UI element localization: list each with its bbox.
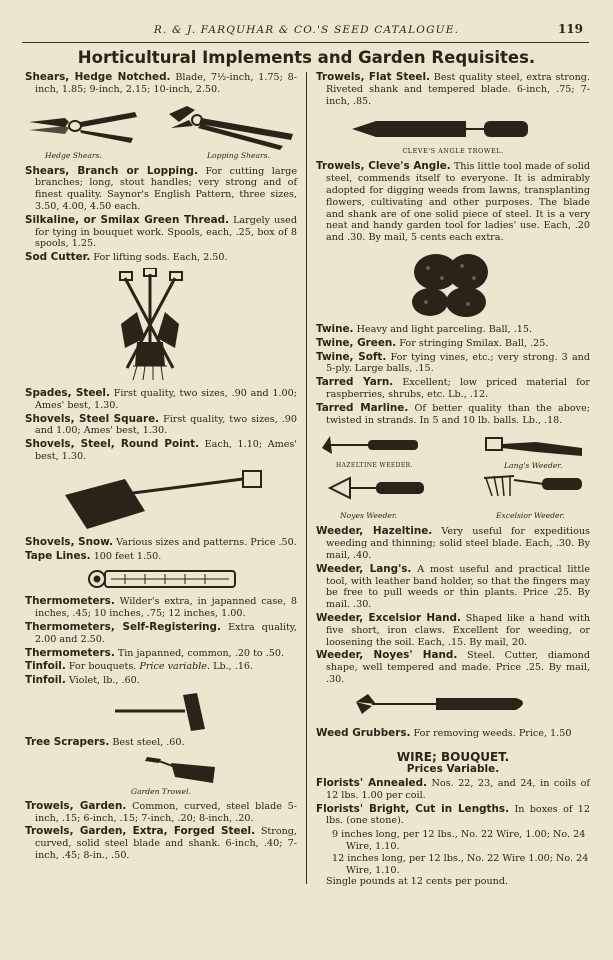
caption-lopping-shears: Lopping Shears. [207, 150, 270, 160]
entry-sod-cutter: Sod Cutter. For lifting sods. Each, 2.50. [25, 251, 228, 264]
shears-figure [25, 100, 297, 162]
caption-cleve-trowel: CLEVE'S ANGLE TROWEL. [402, 147, 504, 156]
caption-hazeltine-weeder: HAZELTINE WEEDER. [336, 462, 413, 470]
spades-shovels-icon [25, 268, 297, 384]
garden-trowel-icon [25, 753, 297, 787]
entry-trowels-cleve: Trowels, Cleve's Angle. This little tool made of solid steel, commends itself to everyone. It is admirably adopted for digging weeds from lawns, transplanting flowers, cultivating and other purposes. The blade and shank are of one solid piece of steel. It is a very neat and handy garden tool for ladies' use. Each, .20 and .30. By mail, 5 cents each extra. [316, 160, 590, 244]
entry-weed-grubbers: Weed Grubbers. For removing weeds. Price, 1.50 [316, 726, 572, 739]
page-title: Horticultural Implements and Garden Requisites. [77, 48, 536, 67]
twine-balls-icon [316, 248, 590, 320]
entry-twine: Twine. Heavy and light parceling. Ball, .15. [316, 322, 533, 335]
entry-florists-annealed: Florists' Annealed. Nos. 22, 23, and 24, in coils of 12 lbs. 1.00 per coil. [316, 777, 590, 801]
entry-thermometers-self: Thermometers, Self-Registering. Extra quality, 2.00 and 2.50. [25, 620, 297, 645]
entry-shovels-round: Shovels, Steel, Round Point. Each, 1.10; Ames' best, 1.30. [25, 438, 297, 462]
wire-line-2: 12 inches long, per 12 lbs., No. 22 Wire 1.00; No. 24 Wire, 1.10. [332, 852, 589, 876]
weeder-icons [316, 430, 590, 522]
wire-line-3: Single pounds at 12 cents per pound. [326, 876, 509, 888]
right-column [316, 72, 590, 890]
entry-tarred-yarn: Tarred Yarn. Excellent; low priced material for raspberries, shrubs, etc. Lb., .12. [316, 376, 590, 400]
entry-tarred-marline: Tarred Marline. Of better quality than the above; twisted in strands. In 5 and 10 lb. balls. Lb., .18. [316, 401, 590, 426]
entry-tinfoil-2: Tinfoil. Violet, lb., .60. [25, 674, 140, 687]
entry-shovels-square: Shovels, Steel Square. First quality, two sizes, .90 and 1.00; Ames' best, 1.30. [25, 412, 297, 437]
entry-twine-soft: Twine, Soft. For tying vines, etc.; very strong. 3 and 5-ply. Large balls, .15. [316, 350, 590, 375]
tree-scraper-figure [25, 691, 297, 733]
cleve-trowel-icon [316, 111, 590, 145]
entry-trowels-garden: Trowels, Garden. Common, curved, steel blade 5-inch, .15; 6-inch, .15; 7-inch, .20; 8-inch, .20. [25, 799, 297, 824]
page-number: 119 [557, 22, 583, 36]
column-divider [306, 72, 307, 884]
wire-line-1: 9 inches long, per 12 lbs., No. 22 Wire, 1.00; No. 24 Wire, 1.10. [332, 829, 586, 853]
entry-tinfoil-1: Tinfoil. For bouquets. Price variable. Lb., .16. [25, 660, 254, 673]
header-rule [22, 42, 589, 43]
entry-weeder-noyes: Weeder, Noyes' Hand. Steel. Cutter, diamond shape, well tempered and made. Price .25. By mail, .30. [316, 649, 590, 685]
caption-langs-weeder: Lang's Weeder. [504, 461, 563, 471]
spades-figure [25, 268, 297, 384]
entry-weeder-hazeltine: Weeder, Hazeltine. Very useful for expeditious weeding and thinning; solid steel blade. Each, .30. By mail, .40. [316, 525, 590, 561]
entry-weeder-excelsior: Weeder, Excelsior Hand. Shaped like a hand with five short, iron claws. Excellent for weeding, or loosening the soil. Each, .15. By mail, 20. [316, 611, 591, 648]
weed-grubber-icon [316, 690, 590, 724]
tree-scraper-icon [25, 691, 297, 733]
shovel-icon [25, 467, 297, 533]
entry-shovels-snow: Shovels, Snow. Various sizes and patterns. Price .50. [25, 535, 297, 548]
wire-heading: WIRE; BOUQUET. [396, 749, 510, 764]
cleve-trowel-figure [316, 111, 590, 157]
caption-excelsior-weeder: Excelsior Weeder. [496, 511, 565, 521]
entry-tape-lines: Tape Lines. 100 feet 1.50. [25, 549, 162, 562]
running-title: R. & J. FARQUHAR & CO.'S SEED CATALOGUE. [153, 24, 460, 36]
left-column [25, 72, 297, 864]
entry-thermometers-tin: Thermometers. Tin japanned, common, .20 to .50. [25, 646, 285, 659]
tape-line-icon [25, 566, 297, 592]
garden-trowel-figure [25, 753, 297, 797]
twine-figure [316, 248, 590, 320]
entry-trowels-flat: Trowels, Flat Steel. Best quality steel, extra strong. Riveted shank and tempered blade. 6-inch, .75; 7-inch, .85. [316, 71, 590, 107]
lopping-shears-icon [165, 100, 305, 150]
weed-grubber-figure [316, 690, 590, 724]
entry-shears-hedge: Shears, Hedge Notched. Blade, 7½-inch, 1.75; 8-inch, 1.85; 9-inch, 2.15; 10-inch, 2.50. [25, 71, 297, 95]
weeders-figure [316, 430, 590, 522]
running-header [0, 22, 613, 40]
entry-tree-scrapers: Tree Scrapers. Best steel, .60. [25, 735, 185, 748]
entry-florists-bright: Florists' Bright, Cut in Lengths. In boxes of 12 lbs. (one stone). [316, 802, 590, 827]
entry-silkaline: Silkaline, or Smilax Green Thread. Largely used for tying in bouquet work. Spools, each, .25, box of 8 spools, 1.25. [25, 213, 297, 250]
entry-weeder-langs: Weeder, Lang's. A most useful and practical little tool, with leather band holder, so that the fingers may be free to pull weeds or thin plants. Price .25. By mail. .30. [316, 562, 590, 611]
entry-thermometers: Thermometers. Wilder's extra, in japanned case, 8 inches, .45; 10 inches, .75; 12 inches, 1.00. [25, 595, 297, 620]
entry-twine-green: Twine, Green. For stringing Smilax. Ball, .25. [316, 336, 549, 349]
wire-subheading: Prices Variable. [406, 763, 500, 776]
caption-noyes-weeder: Noyes Weeder. [340, 511, 398, 521]
caption-garden-trowel: Garden Trowel. [131, 786, 191, 796]
caption-hedge-shears: Hedge Shears. [45, 150, 102, 160]
entry-shears-branch: Shears, Branch or Lopping. For cutting large branches; long, stout handles; very strong and of finest quality. Saynor's English Pattern, three sizes, 3.50, 4.00, 4.50 each. [25, 164, 297, 212]
snow-shovel-figure [25, 467, 297, 533]
tape-line-figure [25, 566, 297, 592]
entry-spades: Spades, Steel. First quality, two sizes, .90 and 1.00; Ames' best, 1.30. [25, 386, 297, 411]
entry-trowels-extra: Trowels, Garden, Extra, Forged Steel. Strong, curved, solid steel blade and shank. 6-inch, .40; 7-inch, .45; 8-in., .50. [25, 825, 297, 861]
